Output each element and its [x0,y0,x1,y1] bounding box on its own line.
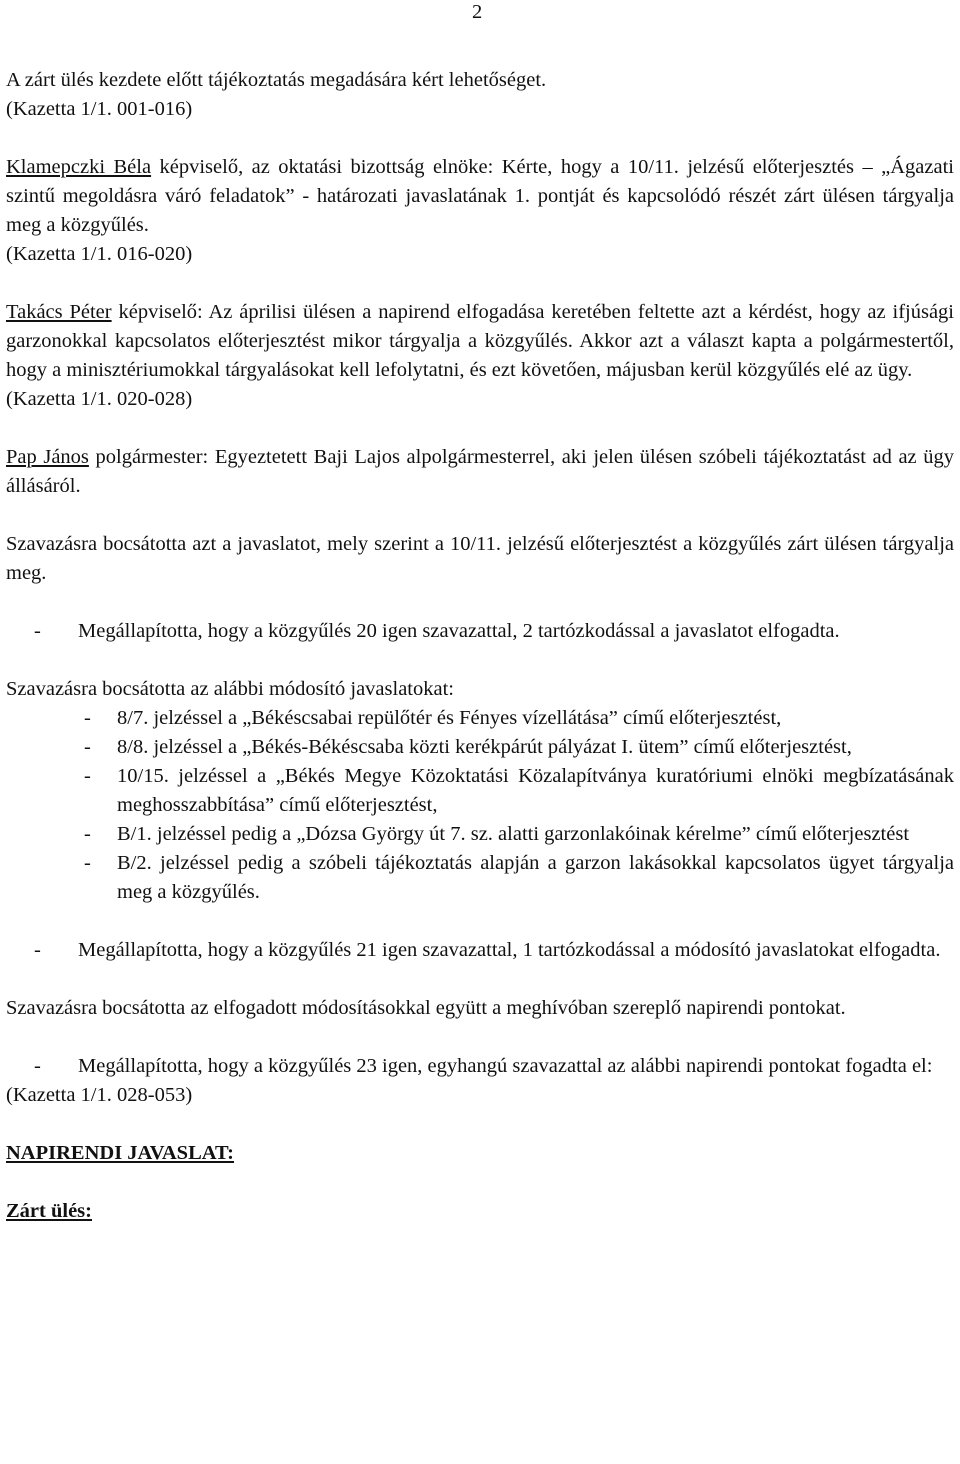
speech-text: polgármester: Egyeztetett Baji Lajos alpolgármesterrel, aki jelen ülésen szóbeli tájékoztatást ad az ügy állásáról. [6,446,954,497]
amendment-item [6,820,954,849]
amendment-text: B/1. jelzéssel pedig a „Dózsa György út 7. sz. alatti garzonlakóinak kérelme” című előterjesztést [117,823,910,845]
amendment-item [6,733,954,762]
amendment-text: 8/8. jelzéssel a „Békés-Békéscsaba közti kerékpárút pályázat I. ütem” című előterjesztést, [117,736,852,758]
amendment-text: 8/7. jelzéssel a „Békéscsabai repülőtér és Fényes vízellátása” című előterjesztést, [117,707,782,729]
vote-result-2 [6,936,954,965]
closed-session-heading: Zárt ülés: [6,1200,92,1222]
document-body [6,66,954,1226]
dash-bullet: - [84,736,91,758]
dash-bullet: - [34,1055,41,1077]
tape-reference: (Kazetta 1/1. 020-028) [6,388,193,410]
paragraph-intro [6,66,954,124]
amendment-item [6,762,954,820]
amendment-item [6,704,954,733]
amendment-item [6,849,954,907]
speaker-name: Takács Péter [6,301,112,323]
paragraph-klamepczki [6,153,954,269]
amendment-text: 10/15. jelzéssel a „Békés Megye Közoktatási Közalapítványa kuratóriumi elnöki megbízatásának meghosszabbítása” című előterjesztést, [117,765,954,816]
result-text: Megállapította, hogy a közgyűlés 20 igen szavazattal, 2 tartózkodással a javaslatot elfogadta. [78,620,840,642]
vote-result-1 [6,617,954,646]
paragraph-takacs [6,298,954,414]
vote-result-3 [6,1052,954,1081]
speaker-name: Pap János [6,446,89,468]
tape-reference-final: (Kazetta 1/1. 028-053) [6,1084,193,1106]
dash-bullet: - [34,620,41,642]
result-text: Megállapította, hogy a közgyűlés 23 igen, egyhangú szavazattal az alábbi napirendi pontokat fogadta el: [78,1055,933,1077]
paragraph-vote-agenda: Szavazásra bocsátotta az elfogadott módosításokkal együtt a meghívóban szereplő napirendi pontokat. [6,997,846,1019]
tape-reference: (Kazetta 1/1. 016-020) [6,243,193,265]
result-text: Megállapította, hogy a közgyűlés 21 igen szavazattal, 1 tartózkodással a módosító javaslatokat elfogadta. [78,939,941,961]
page-number: 2 [472,1,483,23]
speech-text: képviselő, az oktatási bizottság elnöke: Kérte, hogy a 10/11. jelzésű előterjesztés – „Ágazati szintű megoldásra váró feladatok” - határozati javaslatának 1. pontját és kapcsolódó részét zárt ülésen tárgyalja meg a közgyűlés. [6,156,954,236]
speaker-name: Klamepczki Béla [6,156,152,178]
paragraph-vote-1: Szavazásra bocsátotta azt a javaslatot, mely szerint a 10/11. jelzésű előterjesztést a közgyűlés zárt ülésen tárgyalja meg. [6,533,954,584]
dash-bullet: - [84,707,91,729]
dash-bullet: - [34,939,41,961]
tape-reference: (Kazetta 1/1. 001-016) [6,98,193,120]
amendment-text: B/2. jelzéssel pedig a szóbeli tájékoztatás alapján a garzon lakásokkal kapcsolatos ügyet tárgyalja meg a közgyűlés. [117,852,954,903]
intro-text: A zárt ülés kezdete előtt tájékoztatás megadására kért lehetőséget. [6,69,547,91]
dash-bullet: - [84,765,91,787]
agenda-heading: NAPIRENDI JAVASLAT: [6,1142,235,1164]
dash-bullet: - [84,823,91,845]
paragraph-amendments: Szavazásra bocsátotta az alábbi módosító javaslatokat: [6,678,454,700]
speech-text: képviselő: Az áprilisi ülésen a napirend elfogadása keretében feltette azt a kérdést, hogy az ifjúsági garzonokkal kapcsolatos előterjesztést mikor tárgyalja a közgyűlés. Akkor azt a választ kapta a polgármestertől, hogy a minisztériumokkal tárgyalásokat kell lefolytatni, és ezt követően, májusban kerül közgyűlés elé az ügy. [6,301,954,381]
paragraph-pap [6,443,954,501]
dash-bullet: - [84,852,91,874]
